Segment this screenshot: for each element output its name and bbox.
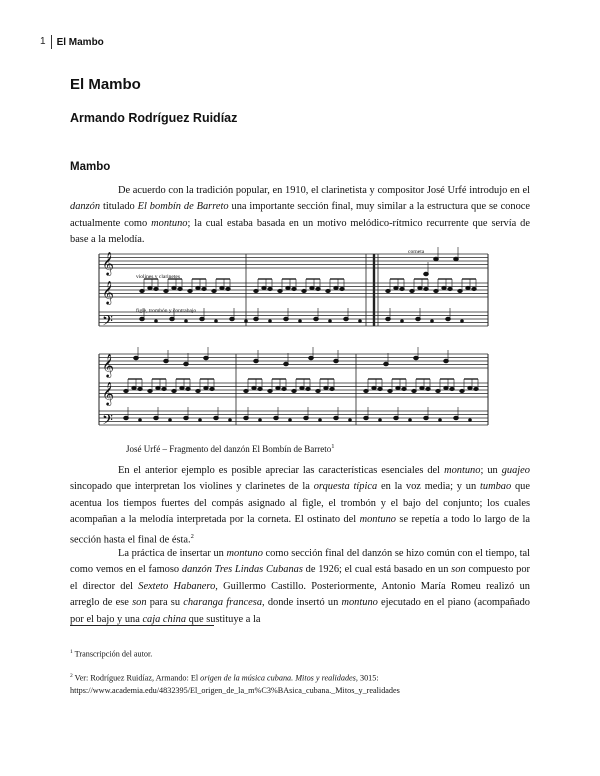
note-head: [442, 286, 446, 289]
note-head: [364, 389, 368, 392]
note-head: [292, 389, 296, 392]
note-head: [292, 287, 296, 290]
note-head: [372, 386, 376, 389]
note-head: [316, 389, 320, 392]
treble-clef-icon: 𝄞: [102, 353, 114, 377]
rest-mark: [439, 419, 442, 422]
note-head: [154, 416, 159, 419]
footnote-ref: 2: [190, 532, 194, 540]
note-head: [418, 286, 422, 289]
paragraph-intro: De acuerdo con la tradición popular, en 1910, el clarinetista y compositor José Urfé introdujo en el danzón titulado El bombín de Barreto una importante sección final, muy similar a la estructura que se conoce actualmente como montuno; la cual estaba basada en un motivo melódico-rítmico recurrente que servía de base a la melodía.: [70, 185, 530, 246]
note-head: [188, 289, 192, 292]
rest-mark: [169, 419, 172, 422]
note-head: [178, 287, 182, 290]
note-head: [458, 289, 462, 292]
rest-mark: [215, 320, 218, 323]
footnote-separator: [70, 625, 214, 626]
note-head: [170, 317, 175, 320]
note-head: [204, 386, 208, 389]
note-head: [138, 387, 142, 390]
note-head: [282, 387, 286, 390]
note-head: [474, 387, 478, 390]
note-head: [196, 286, 200, 289]
label-violins: violines y clarinetes: [136, 274, 180, 280]
note-head: [314, 317, 319, 320]
rest-mark: [461, 320, 464, 323]
note-head: [200, 317, 205, 320]
note-head: [378, 387, 382, 390]
note-head: [164, 359, 169, 362]
note-head: [254, 289, 258, 292]
note-head: [454, 257, 459, 260]
note-head: [254, 317, 259, 320]
note-head: [316, 287, 320, 290]
note-head: [156, 386, 160, 389]
note-head: [344, 317, 349, 320]
rest-mark: [155, 320, 158, 323]
note-head: [386, 317, 391, 320]
note-head: [124, 416, 129, 419]
rest-mark: [401, 320, 404, 323]
page-number: 1: [40, 35, 52, 49]
note-head: [388, 389, 392, 392]
figure-caption: José Urfé – Fragmento del danzón El Bombín de Barreto$^1$: [126, 443, 335, 454]
treble-clef-icon: 𝄞: [102, 280, 114, 304]
note-head: [202, 287, 206, 290]
author-name: Armando Rodríguez Ruidíaz: [70, 111, 238, 125]
note-head: [444, 386, 448, 389]
note-head: [436, 389, 440, 392]
rest-mark: [409, 419, 412, 422]
note-head: [420, 386, 424, 389]
note-head: [226, 287, 230, 290]
note-head: [300, 386, 304, 389]
note-head: [140, 317, 145, 320]
note-head: [212, 289, 216, 292]
note-head: [424, 272, 429, 275]
rest-mark: [349, 419, 352, 422]
rest-mark: [359, 320, 362, 323]
label-bass: figle, trombón y contrabajo: [136, 308, 197, 314]
note-head: [172, 389, 176, 392]
footnote-1: $^1$ Transcripción del autor.: [70, 649, 153, 659]
note-head: [410, 289, 414, 292]
note-head: [252, 386, 256, 389]
note-head: [424, 287, 428, 290]
note-head: [162, 387, 166, 390]
note-head: [402, 387, 406, 390]
rest-mark: [229, 419, 232, 422]
running-header: [40, 34, 104, 50]
footnote-ref: 1: [331, 443, 335, 450]
note-head: [460, 389, 464, 392]
rest-mark: [185, 320, 188, 323]
note-head: [424, 416, 429, 419]
rest-mark: [269, 320, 272, 323]
page-title: El Mambo: [70, 76, 141, 93]
note-head: [302, 289, 306, 292]
note-head: [180, 386, 184, 389]
note-head: [416, 317, 421, 320]
rest-mark: [379, 419, 382, 422]
paragraph-history: La práctica de insertar un montuno como sección final del danzón se hizo común con el tiempo, tal como vemos en el famoso danzón Tres Lindas Cubanas de 1926; el cual está basado en un son compuesto por el director del Sexteto Habanero, Guillermo Castillo. Posteriormente, Antonio María Romeu realizó un arreglo de ese son para su charanga francesa, donde insertó un montuno ejecutado en el piano (acompañado por el bajo y una caja china que sustituye a la: [70, 548, 531, 625]
note-head: [148, 389, 152, 392]
rest-mark: [289, 419, 292, 422]
rest-mark: [329, 320, 332, 323]
rest-mark: [245, 320, 248, 323]
section-heading: Mambo: [70, 161, 111, 173]
note-head: [450, 387, 454, 390]
bass-clef-icon: 𝄢: [102, 313, 113, 333]
rest-mark: [299, 320, 302, 323]
note-head: [196, 389, 200, 392]
rest-mark: [199, 419, 202, 422]
note-head: [340, 287, 344, 290]
note-head: [412, 389, 416, 392]
note-head: [184, 362, 189, 365]
note-head: [286, 286, 290, 289]
note-head: [254, 359, 259, 362]
note-head: [154, 287, 158, 290]
note-head: [186, 387, 190, 390]
paragraph-analysis: En el anterior ejemplo es posible apreciar las características esenciales del montuno; un guajeo sincopado que interpretan los violines y clarinetes de la orquesta típica en la voz media; y un tumbao que acentua los tiempos fuertes del compás asignado al figle, el trombón y el bajo del conjunto; los cuales acompañan a la melodía interpretada por la corneta. El ostinato del montuno se repetía a todo lo largo de la sección hasta el final de ésta.$^2$: [70, 465, 530, 546]
note-head: [384, 362, 389, 365]
note-head: [210, 387, 214, 390]
note-head: [334, 359, 339, 362]
note-head: [434, 257, 439, 260]
note-head: [284, 362, 289, 365]
note-head: [214, 416, 219, 419]
note-head: [262, 286, 266, 289]
note-head: [244, 389, 248, 392]
rest-mark: [319, 419, 322, 422]
treble-clef-icon: 𝄞: [102, 381, 114, 405]
note-head: [204, 356, 209, 359]
note-head: [472, 287, 476, 290]
note-head: [334, 286, 338, 289]
note-head: [244, 416, 249, 419]
running-title: El Mambo: [56, 36, 104, 48]
note-head: [124, 389, 128, 392]
note-head: [434, 289, 438, 292]
label-cornet: corneta: [408, 249, 425, 255]
music-score: [96, 244, 496, 434]
note-head: [394, 286, 398, 289]
note-head: [364, 416, 369, 419]
note-head: [394, 416, 399, 419]
note-head: [278, 289, 282, 292]
note-head: [258, 387, 262, 390]
note-head: [310, 286, 314, 289]
note-head: [304, 416, 309, 419]
treble-clef-icon: 𝄞: [102, 251, 114, 275]
note-head: [324, 386, 328, 389]
footnote-2: $^2$ Ver: Rodríguez Ruidíaz, Armando: El origen de la música cubana. Mitos y realidades, 3015: https://www.academia.edu/4832395/El_origen_de_la_m%C3%BAsica_cubana._Mitos_y_realidades: [70, 673, 400, 695]
note-head: [268, 287, 272, 290]
note-head: [132, 386, 136, 389]
note-head: [334, 416, 339, 419]
note-head: [134, 356, 139, 359]
note-head: [274, 416, 279, 419]
note-head: [386, 289, 390, 292]
note-head: [444, 359, 449, 362]
note-head: [276, 386, 280, 389]
note-head: [230, 317, 235, 320]
note-head: [172, 286, 176, 289]
note-head: [466, 286, 470, 289]
rest-mark: [469, 419, 472, 422]
note-head: [454, 416, 459, 419]
rest-mark: [139, 419, 142, 422]
note-head: [184, 416, 189, 419]
note-head: [448, 287, 452, 290]
note-head: [446, 317, 451, 320]
note-head: [284, 317, 289, 320]
note-head: [306, 387, 310, 390]
note-head: [426, 387, 430, 390]
note-head: [164, 289, 168, 292]
rest-mark: [259, 419, 262, 422]
note-head: [330, 387, 334, 390]
note-head: [468, 386, 472, 389]
note-head: [140, 289, 144, 292]
rest-mark: [431, 320, 434, 323]
note-head: [309, 356, 314, 359]
footnote-link[interactable]: https://www.academia.edu/4832395/El_origen_de_la_m%C3%BAsica_cubana._Mitos_y_realidades: [70, 685, 400, 695]
note-head: [148, 286, 152, 289]
note-head: [414, 356, 419, 359]
note-head: [396, 386, 400, 389]
note-head: [220, 286, 224, 289]
note-head: [268, 389, 272, 392]
note-head: [326, 289, 330, 292]
bass-clef-icon: 𝄢: [102, 412, 113, 432]
note-head: [400, 287, 404, 290]
